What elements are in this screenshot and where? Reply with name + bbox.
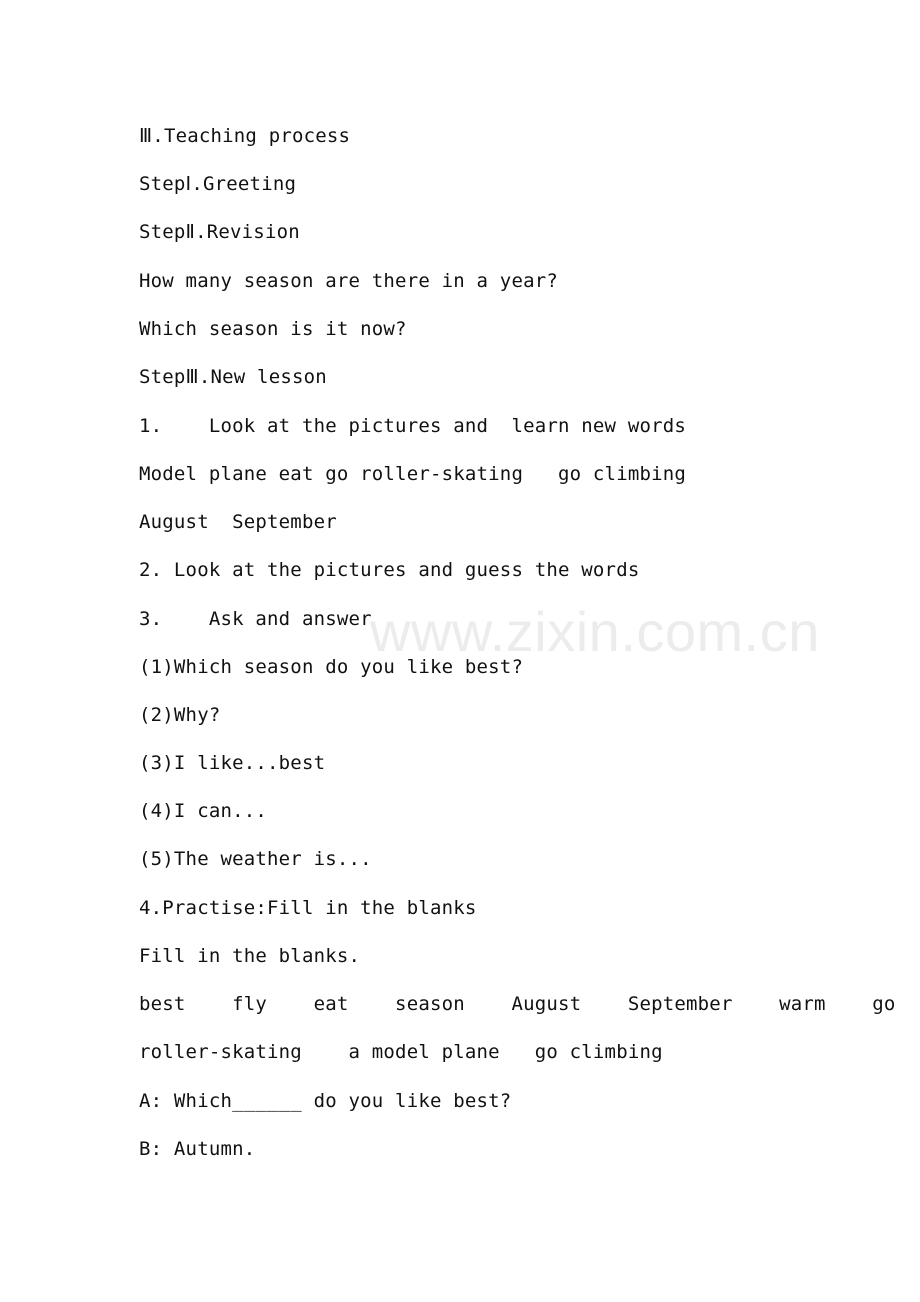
question-3 [139,751,325,775]
word-bank-line-1 [139,992,896,1016]
line-text: (3)I like...best [139,752,326,774]
step-new-lesson [139,365,327,389]
line-text: StepⅢ.New lesson [139,366,327,388]
line-text: 2. Look at the pictures and guess the words [139,559,640,581]
revision-question-2 [139,317,407,341]
line-text: (4)I can... [139,800,268,822]
watermark: www.zixin.com.cn [370,600,820,663]
line-text: Ⅲ.Teaching process [139,125,351,147]
line-text: Fill in the blanks. [139,945,361,967]
dialogue-line-b [139,1137,255,1161]
line-text: August September [139,511,337,533]
line-text: 3. Ask and answer [139,608,372,630]
line-text: StepⅡ.Revision [139,221,300,243]
dialogue-line-a [139,1089,511,1113]
line-text: best fly eat season August September warm go [139,993,896,1015]
activity-1-heading [139,414,686,438]
line-text: 4.Practise:Fill in the blanks [139,897,477,919]
fill-blanks-instruction [139,944,360,968]
question-4 [139,799,267,823]
line-text: (5)The weather is... [139,848,372,870]
line-text: Model plane eat go roller-skating go climbing [139,463,687,485]
question-5 [139,847,372,871]
activity-3-heading [139,607,372,631]
line-text: B: Autumn. [139,1138,256,1160]
line-text: 1. Look at the pictures and learn new words [139,415,687,437]
line-text: roller-skating a model plane go climbing [139,1041,663,1063]
line-text: (2)Why? [139,704,221,726]
activity-2-heading [139,558,639,582]
line-text: Which season is it now? [139,318,407,340]
line-text: (1)Which season do you like best? [139,656,524,678]
question-2 [139,703,220,727]
activity-4-heading [139,896,477,920]
line-text: StepⅠ.Greeting [139,173,297,195]
line-text: A: Which______ do you like best? [139,1090,512,1112]
step-greeting [139,172,296,196]
revision-question-1 [139,269,558,293]
vocabulary-line-2 [139,510,337,534]
section-heading-teaching-process [139,124,350,148]
vocabulary-line-1 [139,462,686,486]
word-bank-line-2 [139,1040,663,1064]
line-text: How many season are there in a year? [139,270,559,292]
step-revision [139,220,300,244]
question-1 [139,655,523,679]
